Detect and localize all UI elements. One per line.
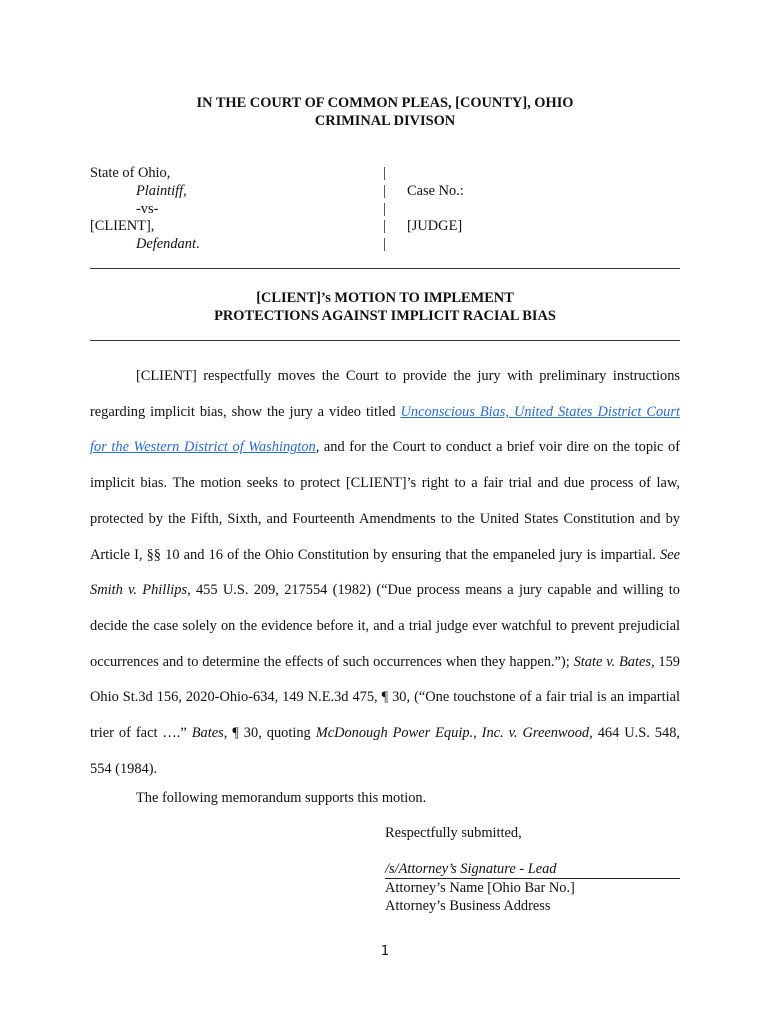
caption-bar: | bbox=[383, 200, 386, 217]
caption-divider bbox=[383, 165, 393, 254]
page-number: 1 bbox=[380, 944, 390, 959]
body-text-main: , and for the Court to conduct a brief voir dire on the topic of implicit bias. The motion seeks to protect [CLIENT]’s right to a fair trial and due process of law, protected by the Fifth, Sixth, and Fourteenth Amendments to the United States Constitution and by Article I, §§ 10 and 16 of the Ohio Constitution by ensuring that the empaneled jury is impartial. bbox=[90, 439, 680, 563]
signature-block bbox=[385, 824, 680, 915]
motion-title-line-2: PROTECTIONS AGAINST IMPLICIT RACIAL BIAS bbox=[214, 308, 556, 324]
citation-smith: See Smith v. Phillips bbox=[90, 546, 680, 599]
defendant-role-line bbox=[90, 236, 370, 254]
body-text-intro: [CLIENT] respectfully moves the Court to provide the jury with preliminary instructions regarding implicit bias, show the jury a video titled bbox=[90, 368, 680, 420]
caption-bar: | bbox=[383, 182, 386, 199]
caption-bar: | bbox=[383, 165, 386, 181]
defendant-role: Defendant bbox=[136, 236, 196, 253]
title-rule bbox=[90, 340, 680, 341]
court-header bbox=[90, 94, 680, 130]
versus-label: -vs- bbox=[136, 200, 159, 217]
caption-parties bbox=[90, 165, 370, 254]
motion-body-paragraph bbox=[90, 359, 680, 787]
plaintiff-role: Plaintiff, bbox=[136, 182, 187, 199]
citation-mcdonough-detail: , 464 U.S. 548, 554 (1984). bbox=[90, 725, 680, 777]
citation-bates-short-detail: , ¶ 30, quoting bbox=[223, 725, 316, 742]
signature-line: /s/Attorney’s Signature - Lead bbox=[385, 860, 680, 879]
citation-bates: State v. Bates bbox=[573, 653, 651, 670]
defendant-name: [CLIENT], bbox=[90, 218, 155, 235]
defendant-role-punct: . bbox=[195, 236, 200, 253]
caption-case-info bbox=[407, 165, 667, 236]
plaintiff-name: State of Ohio, bbox=[90, 165, 171, 181]
judge-label: [JUDGE] bbox=[407, 218, 463, 235]
citation-bates-short: Bates bbox=[191, 725, 224, 742]
citation-bates-detail: , 159 Ohio St.3d 156, 2020-Ohio-634, 149 N.E.3d 475, ¶ 30, (“One touchstone of a fair trial is an impartial trier of fact ….” bbox=[90, 653, 680, 742]
court-line: IN THE COURT OF COMMON PLEAS, [COUNTY], OHIO bbox=[196, 95, 574, 111]
case-number-label: Case No.: bbox=[407, 182, 464, 199]
attorney-address: Attorney’s Business Address bbox=[385, 898, 551, 914]
video-title-link[interactable]: Unconscious Bias, United States District Court for the Western District of Washington bbox=[90, 403, 680, 456]
citation-smith-detail: , 455 U.S. 209, 217554 (1982) (“Due process means a jury capable and willing to decide the case solely on the evidence before it, and a trial judge ever watchful to prevent prejudicial occurrences and to determine the effects of such occurrences when they happen.”); bbox=[90, 582, 680, 670]
caption-bar: | bbox=[383, 236, 386, 253]
motion-title bbox=[90, 289, 680, 325]
caption-bar: | bbox=[383, 218, 386, 235]
caption-rule bbox=[90, 268, 680, 269]
motion-title-line-1: [CLIENT]’s MOTION TO IMPLEMENT bbox=[256, 290, 514, 306]
memorandum-note: The following memorandum supports this motion. bbox=[136, 790, 427, 806]
closing-line: Respectfully submitted, bbox=[385, 825, 522, 841]
citation-mcdonough: McDonough Power Equip., Inc. v. Greenwood bbox=[315, 725, 590, 742]
division-line: CRIMINAL DIVISON bbox=[314, 113, 456, 129]
attorney-name: Attorney’s Name [Ohio Bar No.] bbox=[385, 880, 575, 896]
